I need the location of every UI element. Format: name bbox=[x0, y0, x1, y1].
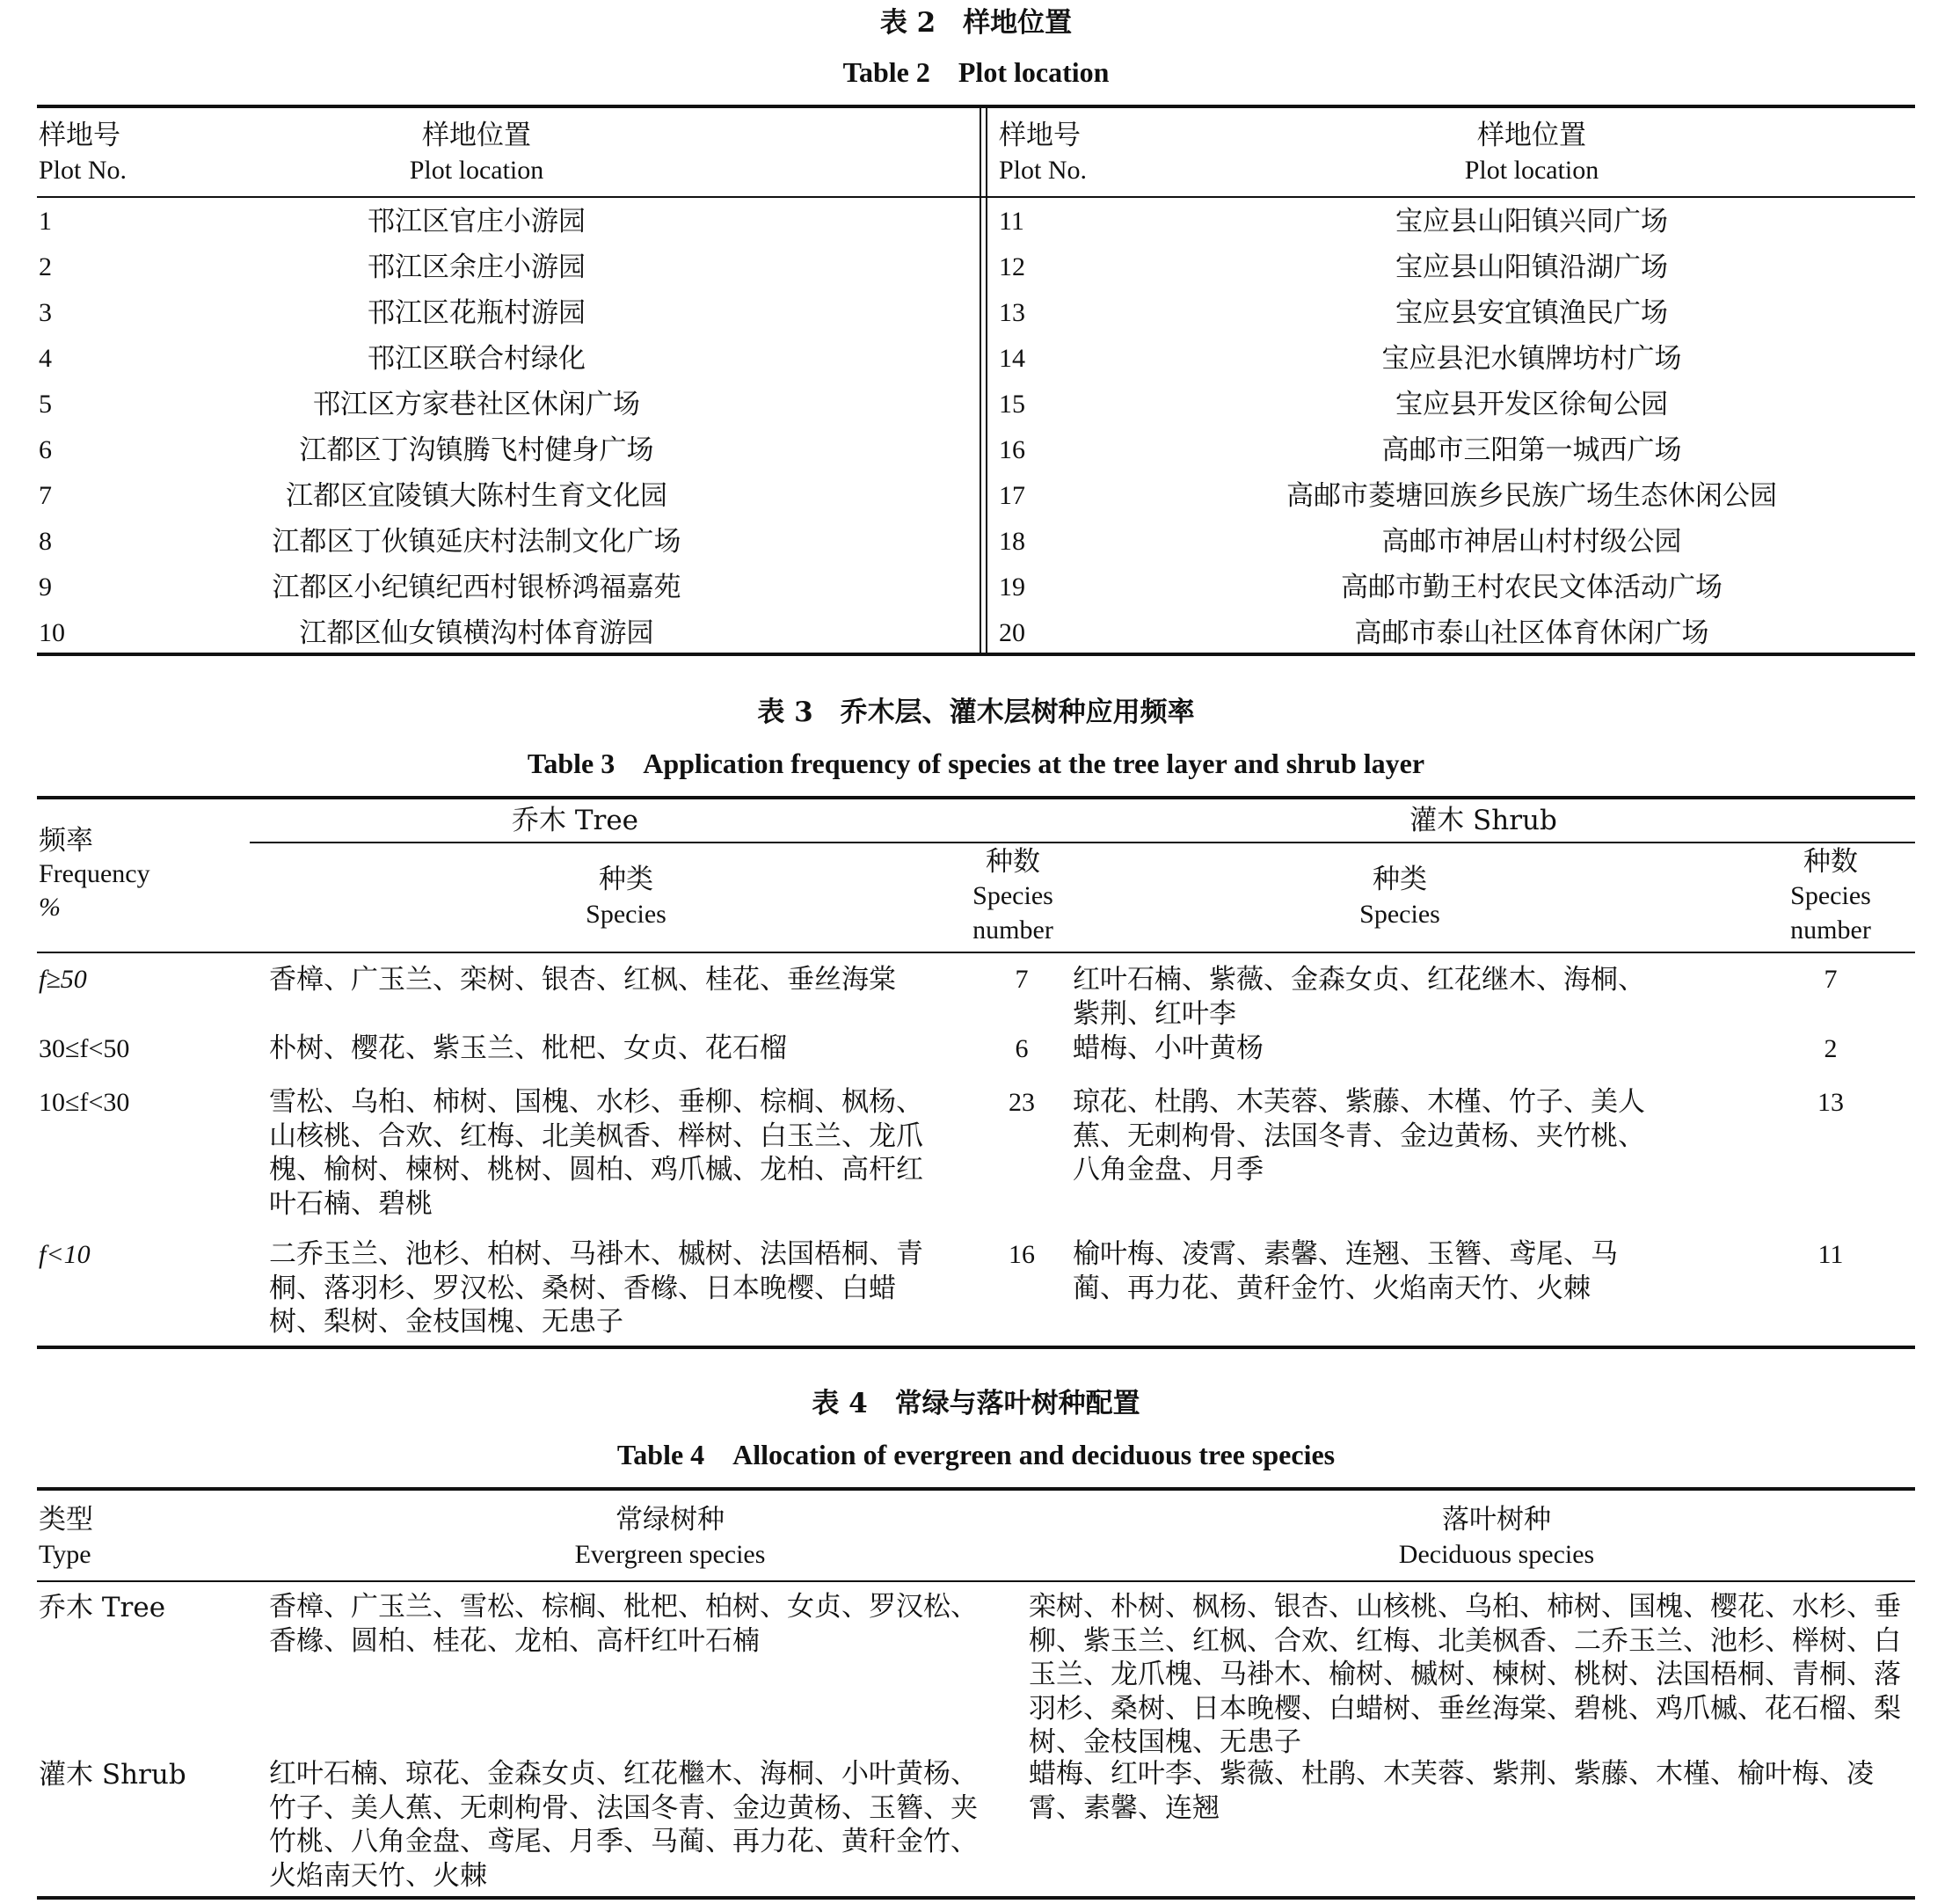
column-separator bbox=[986, 106, 987, 654]
top-rule bbox=[37, 1487, 1915, 1491]
plot-number: 8 bbox=[39, 527, 52, 556]
plot-location: 高邮市神居山村村级公园 bbox=[1381, 526, 1682, 558]
plot-no-header-cn: 样地号 bbox=[999, 120, 1081, 151]
header-rule bbox=[37, 952, 1915, 953]
tree-number-cell: 23 bbox=[1009, 1088, 1035, 1117]
frequency-cell: f<10 bbox=[39, 1240, 91, 1269]
plot-location: 高邮市菱塘回族乡民族广场生态休闲公园 bbox=[1286, 480, 1777, 512]
shrub-species-header-cn: 种类 bbox=[1373, 864, 1427, 895]
plot-location: 邗江区联合村绿化 bbox=[368, 343, 586, 375]
plot-location: 江都区丁伙镇延庆村法制文化广场 bbox=[272, 526, 681, 558]
bottom-rule bbox=[37, 1346, 1915, 1349]
plot-number: 20 bbox=[999, 618, 1025, 647]
plot-number: 18 bbox=[999, 527, 1025, 556]
shrub-number-cell: 2 bbox=[1824, 1034, 1838, 1063]
plot-number: 9 bbox=[39, 573, 52, 602]
plot-number: 14 bbox=[999, 344, 1025, 373]
plot-number: 17 bbox=[999, 481, 1025, 510]
deciduous-cell: 蜡梅、红叶李、紫薇、杜鹃、木芙蓉、紫荆、紫藤、木槿、榆叶梅、凌霄、素馨、连翘 bbox=[1029, 1758, 1874, 1824]
plot-number: 6 bbox=[39, 435, 52, 464]
tree-number-header-en: Species bbox=[972, 881, 1053, 910]
plot-number: 12 bbox=[999, 252, 1025, 281]
table-2-caption-cn: 表 2 样地位置 bbox=[879, 7, 1073, 39]
plot-location: 高邮市三阳第一城西广场 bbox=[1381, 434, 1682, 466]
header-rule bbox=[37, 196, 1915, 198]
tree-group-rule bbox=[250, 842, 1076, 843]
shrub-species-cell: 榆叶梅、凌霄、素馨、连翘、玉簪、鸢尾、马蔺、再力花、黄秆金竹、火焰南天竹、火棘 bbox=[1073, 1238, 1618, 1304]
tree-species-header-cn: 种类 bbox=[599, 864, 653, 895]
plot-location: 高邮市勤王村农民文体活动广场 bbox=[1341, 572, 1723, 603]
shrub-number-cell: 11 bbox=[1817, 1240, 1844, 1269]
plot-no-header-cn: 样地号 bbox=[39, 120, 120, 151]
shrub-number-cell: 13 bbox=[1817, 1088, 1844, 1117]
evergreen-cell: 香樟、广玉兰、雪松、棕榈、枇杷、柏树、女贞、罗汉松、香橼、圆柏、桂花、龙柏、高杆红叶石楠 bbox=[269, 1591, 978, 1657]
tree-number-header-cn: 种数 bbox=[986, 846, 1040, 878]
plot-location-header-en: Plot location bbox=[1464, 156, 1599, 185]
header-rule bbox=[37, 1580, 1915, 1582]
plot-number: 4 bbox=[39, 344, 52, 373]
plot-no-header-en: Plot No. bbox=[999, 156, 1088, 185]
shrub-group-header: 灌木 Shrub bbox=[1409, 805, 1557, 836]
evergreen-header-en: Evergreen species bbox=[574, 1540, 766, 1569]
plot-location: 江都区仙女镇横沟村体育游园 bbox=[299, 617, 654, 649]
deciduous-header-cn: 落叶树种 bbox=[1442, 1504, 1551, 1536]
plot-location: 宝应县山阳镇兴同广场 bbox=[1395, 206, 1668, 237]
frequency-cell: 30≤f<50 bbox=[39, 1034, 130, 1063]
frequency-header-cn: 频率 bbox=[39, 825, 93, 857]
shrub-species-cell: 蜡梅、小叶黄杨 bbox=[1073, 1032, 1264, 1064]
plot-number: 10 bbox=[39, 618, 65, 647]
plot-number: 2 bbox=[39, 252, 52, 281]
evergreen-header-cn: 常绿树种 bbox=[615, 1504, 725, 1536]
plot-location: 宝应县安宜镇渔民广场 bbox=[1395, 297, 1668, 329]
shrub-number-header-en: Species bbox=[1790, 881, 1871, 910]
plot-number: 5 bbox=[39, 390, 52, 419]
type-cell: 灌木 Shrub bbox=[39, 1759, 186, 1791]
deciduous-header-en: Deciduous species bbox=[1398, 1540, 1595, 1569]
type-header-cn: 类型 bbox=[39, 1504, 93, 1536]
frequency-header-en: Frequency bbox=[39, 859, 150, 888]
plot-location-header-cn: 样地位置 bbox=[422, 120, 531, 151]
tree-number-header-en: number bbox=[972, 916, 1053, 945]
plot-location: 宝应县开发区徐甸公园 bbox=[1395, 389, 1668, 420]
type-cell: 乔木 Tree bbox=[39, 1592, 166, 1623]
evergreen-cell: 红叶石楠、琼花、金森女贞、红花檵木、海桐、小叶黄杨、竹子、美人蕉、无刺枸骨、法国冬青、金边黄杨、玉簪、夹竹桃、八角金盘、鸢尾、月季、马蔺、再力花、黄秆金竹、火焰南天竹、火棘 bbox=[269, 1758, 978, 1892]
plot-location-header-en: Plot location bbox=[409, 156, 544, 185]
type-header-en: Type bbox=[39, 1540, 91, 1569]
plot-location: 邗江区方家巷社区休闲广场 bbox=[313, 389, 640, 420]
plot-number: 1 bbox=[39, 207, 52, 236]
shrub-group-rule bbox=[1052, 842, 1915, 843]
plot-location: 邗江区花瓶村游园 bbox=[368, 297, 586, 329]
plot-number: 19 bbox=[999, 573, 1025, 602]
tree-group-header: 乔木 Tree bbox=[511, 805, 639, 836]
table-4-caption-cn: 表 4 常绿与落叶树种配置 bbox=[812, 1388, 1140, 1419]
shrub-number-cell: 7 bbox=[1824, 965, 1838, 994]
frequency-cell: f≥50 bbox=[39, 965, 87, 994]
plot-number: 11 bbox=[999, 207, 1024, 236]
shrub-number-header-cn: 种数 bbox=[1803, 846, 1858, 878]
plot-number: 15 bbox=[999, 390, 1025, 419]
top-rule bbox=[37, 105, 1915, 108]
shrub-species-header-en: Species bbox=[1359, 900, 1440, 929]
plot-no-header-en: Plot No. bbox=[39, 156, 127, 185]
plot-number: 3 bbox=[39, 298, 52, 327]
tree-species-cell: 朴树、樱花、紫玉兰、枇杷、女贞、花石榴 bbox=[269, 1032, 787, 1064]
tree-species-header-en: Species bbox=[586, 900, 666, 929]
tree-species-cell: 雪松、乌桕、柿树、国槐、水杉、垂柳、棕榈、枫杨、山核桃、合欢、红梅、北美枫香、榉树、白玉兰、龙爪槐、榆树、楝树、桃树、圆柏、鸡爪槭、龙柏、高杆红叶石楠、碧桃 bbox=[269, 1086, 923, 1220]
bottom-rule bbox=[37, 1896, 1915, 1900]
plot-location-header-cn: 样地位置 bbox=[1477, 120, 1586, 151]
table-2-caption-en: Table 2 Plot location bbox=[842, 56, 1110, 88]
table-4-caption-en: Table 4 Allocation of evergreen and deciduous tree species bbox=[616, 1439, 1336, 1470]
shrub-species-cell: 琼花、杜鹃、木芙蓉、紫藤、木槿、竹子、美人蕉、无刺枸骨、法国冬青、金边黄杨、夹竹桃、八角金盘、月季 bbox=[1073, 1086, 1645, 1185]
plot-location: 邗江区官庄小游园 bbox=[368, 206, 586, 237]
deciduous-cell: 栾树、朴树、枫杨、银杏、山核桃、乌桕、柿树、国槐、樱花、水杉、垂柳、紫玉兰、红枫、合欢、红梅、北美枫香、二乔玉兰、池杉、榉树、白玉兰、龙爪槐、马褂木、榆树、槭树、楝树、桃树、法国梧桐、青桐、落羽杉、桑树、日本晚樱、白蜡树、垂丝海棠、碧桃、鸡爪槭、花石榴、梨树、金枝国槐、无患子 bbox=[1029, 1591, 1901, 1758]
shrub-species-cell: 红叶石楠、紫薇、金森女贞、红花继木、海桐、紫荆、红叶李 bbox=[1073, 964, 1645, 1030]
plot-location: 江都区小纪镇纪西村银桥鸿福嘉苑 bbox=[272, 572, 681, 603]
shrub-number-header-en: number bbox=[1790, 916, 1871, 945]
plot-location: 邗江区余庄小游园 bbox=[368, 252, 586, 283]
table-3-caption-en: Table 3 Application frequency of species at the tree layer and shrub layer bbox=[527, 748, 1425, 779]
top-rule bbox=[37, 796, 1915, 799]
plot-location: 高邮市泰山社区体育休闲广场 bbox=[1354, 617, 1709, 649]
tree-number-cell: 6 bbox=[1015, 1034, 1029, 1063]
plot-location: 江都区丁沟镇腾飞村健身广场 bbox=[299, 434, 654, 466]
frequency-unit: % bbox=[39, 893, 61, 922]
plot-number: 16 bbox=[999, 435, 1025, 464]
plot-location: 江都区宜陵镇大陈村生育文化园 bbox=[286, 480, 667, 512]
plot-number: 7 bbox=[39, 481, 52, 510]
table-3-caption-cn: 表 3 乔木层、灌木层树种应用频率 bbox=[757, 697, 1195, 728]
tree-species-cell: 二乔玉兰、池杉、柏树、马褂木、槭树、法国梧桐、青桐、落羽杉、罗汉松、桑树、香橼、日本晚樱、白蜡树、梨树、金枝国槐、无患子 bbox=[269, 1238, 923, 1338]
column-separator bbox=[980, 106, 981, 654]
plot-location: 宝应县山阳镇沿湖广场 bbox=[1395, 252, 1668, 283]
tree-number-cell: 7 bbox=[1015, 965, 1029, 994]
frequency-cell: 10≤f<30 bbox=[39, 1088, 130, 1117]
plot-location: 宝应县汜水镇牌坊村广场 bbox=[1381, 343, 1682, 375]
tree-number-cell: 16 bbox=[1009, 1240, 1035, 1269]
bottom-rule bbox=[37, 653, 1915, 656]
tree-species-cell: 香樟、广玉兰、栾树、银杏、红枫、桂花、垂丝海棠 bbox=[269, 964, 896, 996]
plot-number: 13 bbox=[999, 298, 1025, 327]
